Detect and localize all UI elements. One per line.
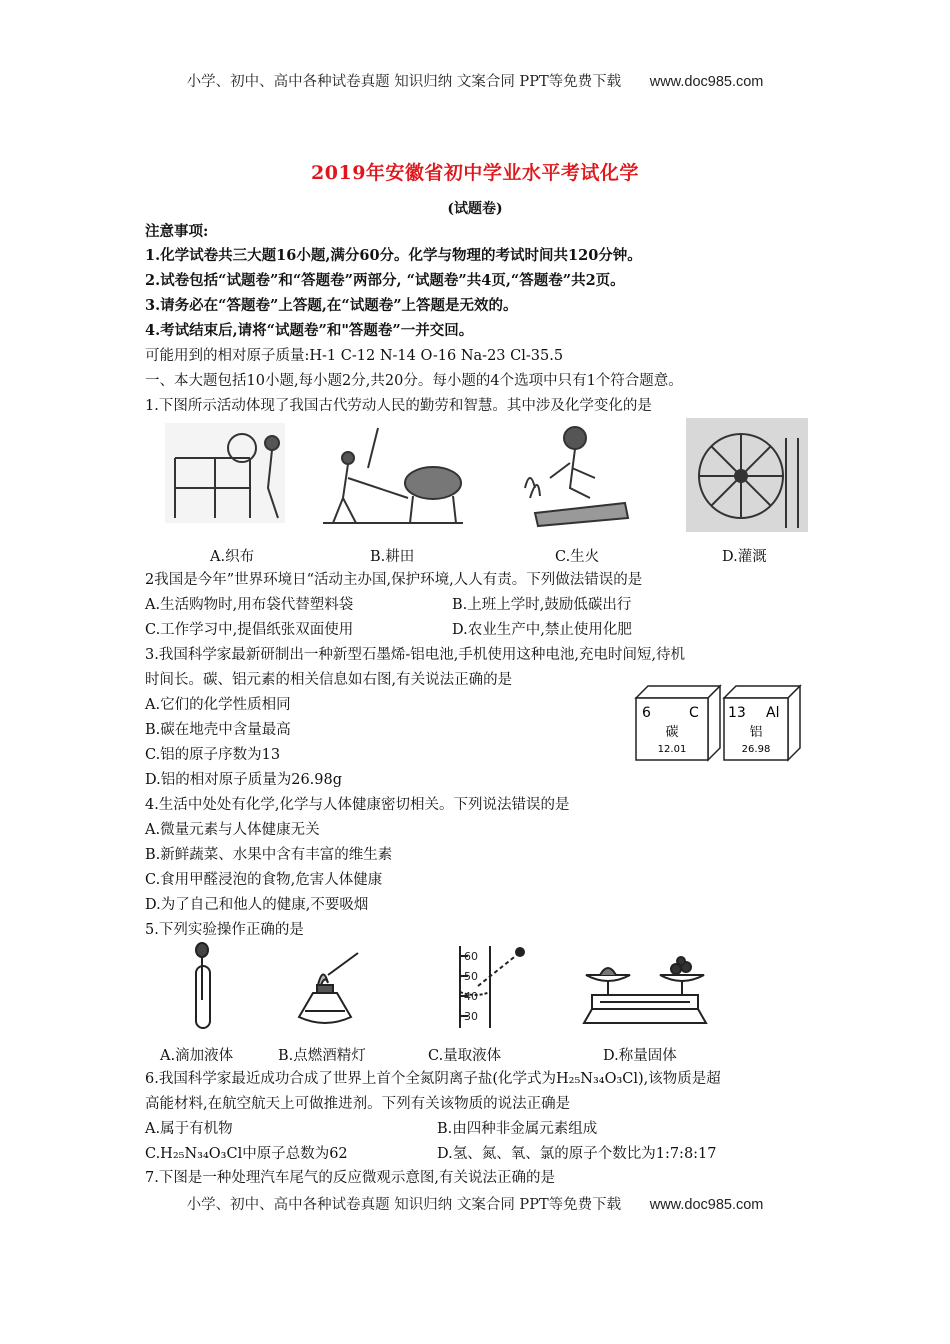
balance-scale-image	[580, 945, 715, 1030]
question-3-option[interactable]: A.它们的化学性质相同	[145, 697, 291, 713]
irrigation-wheel-image	[686, 418, 808, 532]
question-4-option[interactable]: B.新鲜蔬菜、水果中含有丰富的维生素	[145, 847, 393, 863]
question-5-option[interactable]: B.点燃酒精灯	[278, 1048, 366, 1064]
question-2-stem: 2我国是今年”世界环境日“活动主办国,保护环境,人人有责。下列做法错误的是	[145, 572, 643, 588]
question-7-stem: 7.下图是一种处理汽车尾气的反应微观示意图,有关说法正确的是	[145, 1170, 555, 1186]
question-2-option[interactable]: A.生活购物时,用布袋代替塑料袋	[145, 597, 354, 613]
question-1-option[interactable]: B.耕田	[370, 549, 415, 565]
question-3-stem: 时间长。碳、铝元素的相关信息如右图,有关说法正确的是	[145, 672, 513, 688]
element-cards-figure	[632, 684, 812, 764]
cylinder-tick-label: 30	[464, 1010, 478, 1023]
weaving-loom-image	[160, 418, 290, 528]
notice-item: 2.试卷包括“试题卷”和“答题卷”两部分, “试题卷”共4页,“答题卷”共2页。	[145, 272, 625, 289]
aluminum-atomic-number: 13	[728, 705, 746, 721]
notice-item: 1.化学试卷共三大题16小题,满分60分。化学与物理的考试时间共120分钟。	[145, 247, 642, 264]
page-footer	[0, 1193, 950, 1214]
question-6-option[interactable]: D.氢、氮、氧、氯的原子个数比为1:7:8:17	[437, 1146, 717, 1162]
footer-text: 小学、初中、高中各种试卷真题 知识归纳 文案合同 PPT等免费下载	[186, 1197, 622, 1213]
aluminum-name: 铝	[749, 725, 763, 740]
question-6-stem: 高能材料,在航空航天上可做推进剂。下列有关该物质的说法正确是	[145, 1096, 571, 1112]
question-4-option[interactable]: D.为了自己和他人的健康,不要吸烟	[145, 897, 369, 913]
ploughing-image	[318, 418, 468, 528]
exam-title: 2019年安徽省初中学业水平考试化学	[311, 162, 639, 184]
alcohol-lamp-image	[283, 945, 368, 1030]
question-1-option[interactable]: A.织布	[210, 549, 255, 565]
cylinder-tick-label: 40	[464, 990, 478, 1003]
carbon-mass: 12.01	[657, 744, 687, 755]
page-header	[0, 70, 950, 91]
header-site[interactable]: www.doc985.com	[649, 74, 764, 90]
question-5-option[interactable]: A.滴加液体	[160, 1048, 234, 1064]
question-3-option[interactable]: B.碳在地壳中含量最高	[145, 722, 291, 738]
question-5-option[interactable]: D.称量固体	[603, 1048, 677, 1064]
question-1-stem: 1.下图所示活动体现了我国古代劳动人民的勤劳和智慧。其中涉及化学变化的是	[145, 398, 652, 414]
question-3-option[interactable]: D.铝的相对原子质量为26.98g	[145, 772, 343, 788]
question-6-option[interactable]: C.H₂₅N₃₄O₃Cl中原子总数为62	[145, 1146, 348, 1162]
atomic-masses: 可能用到的相对原子质量:H-1 C-12 N-14 O-16 Na-23 Cl-35.5	[145, 348, 564, 364]
aluminum-symbol: Al	[766, 705, 780, 721]
question-2-option[interactable]: D.农业生产中,禁止使用化肥	[452, 622, 632, 638]
notice-heading: 注意事项:	[145, 223, 209, 240]
cylinder-tick-label: 50	[464, 970, 478, 983]
question-5-stem: 5.下列实验操作正确的是	[145, 922, 304, 938]
dropper-test-tube-image	[185, 942, 225, 1034]
carbon-symbol: C	[689, 705, 699, 721]
making-fire-image	[510, 418, 640, 528]
footer-site[interactable]: www.doc985.com	[649, 1197, 764, 1213]
notice-item: 3.请务必在“答题卷”上答题,在“试题卷”上答题是无效的。	[145, 297, 518, 314]
carbon-name: 碳	[665, 725, 679, 740]
question-6-stem: 6.我国科学家最近成功合成了世界上首个全氮阴离子盐(化学式为H₂₅N₃₄O₃Cl),该物质是超	[145, 1071, 721, 1087]
question-2-option[interactable]: C.工作学习中,提倡纸张双面使用	[145, 622, 354, 638]
question-1-option[interactable]: D.灌溉	[722, 549, 767, 565]
question-4-stem: 4.生活中处处有化学,化学与人体健康密切相关。下列说法错误的是	[145, 797, 570, 813]
notice-item: 4.考试结束后,请将“试题卷”和"答题卷”一并交回。	[145, 322, 474, 339]
question-5-option[interactable]: C.量取液体	[428, 1048, 502, 1064]
aluminum-mass: 26.98	[741, 744, 771, 755]
carbon-atomic-number: 6	[642, 705, 651, 721]
header-text: 小学、初中、高中各种试卷真题 知识归纳 文案合同 PPT等免费下载	[186, 74, 622, 90]
element-card-aluminum	[724, 686, 800, 760]
question-1-option[interactable]: C.生火	[555, 549, 600, 565]
question-4-option[interactable]: C.食用甲醛浸泡的食物,危害人体健康	[145, 872, 383, 888]
element-card-carbon	[636, 686, 720, 760]
exam-subtitle: (试题卷)	[447, 201, 503, 217]
section-one-instructions: 一、本大题包括10小题,每小题2分,共20分。每小题的4个选项中只有1个符合题意。	[145, 373, 683, 389]
question-2-option[interactable]: B.上班上学时,鼓励低碳出行	[452, 597, 632, 613]
question-6-option[interactable]: B.由四种非金属元素组成	[437, 1121, 598, 1137]
question-4-option[interactable]: A.微量元素与人体健康无关	[145, 822, 320, 838]
question-6-option[interactable]: A.属于有机物	[145, 1121, 233, 1137]
question-3-option[interactable]: C.铝的原子序数为13	[145, 747, 281, 763]
cylinder-tick-label: 60	[464, 950, 478, 963]
question-3-stem: 3.我国科学家最新研制出一种新型石墨烯-铝电池,手机使用这种电池,充电时间短,待机	[145, 647, 686, 663]
measuring-cylinder-image	[448, 942, 538, 1032]
